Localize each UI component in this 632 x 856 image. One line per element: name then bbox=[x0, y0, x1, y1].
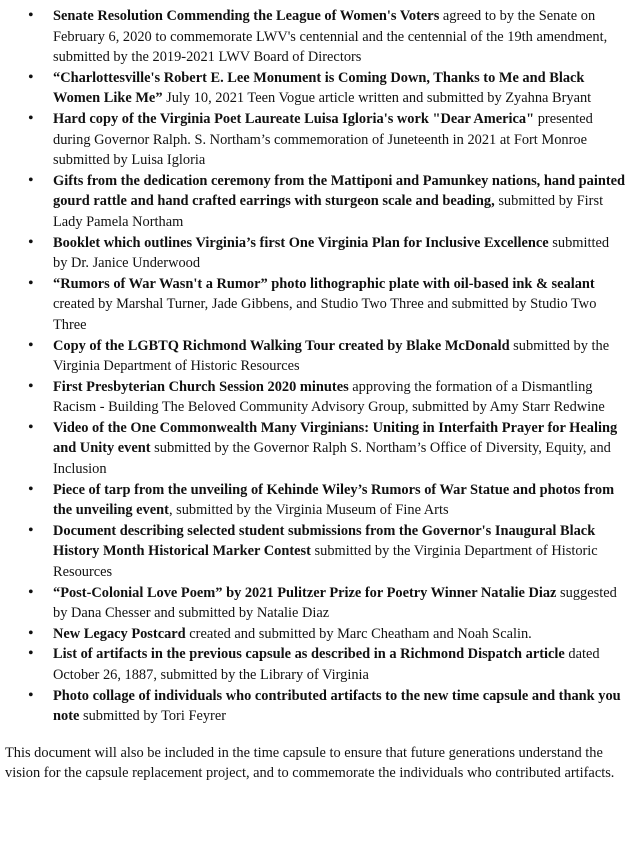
artifact-description: July 10, 2021 Teen Vogue article written and submitted by Zyahna Bryant bbox=[162, 90, 592, 107]
list-item bbox=[0, 6, 632, 68]
artifact-title: First Presbyterian Church Session 2020 minutes bbox=[53, 378, 349, 395]
list-item bbox=[0, 644, 632, 685]
closing-paragraph: This document will also be included in the time capsule to ensure that future generations understand the vision for the capsule replacement project, and to commemorate the individuals who contributed artifacts. bbox=[5, 744, 615, 782]
list-item bbox=[0, 521, 632, 583]
artifact-title: Copy of the LGBTQ Richmond Walking Tour created by Blake McDonald bbox=[53, 337, 510, 354]
bullet-icon: • bbox=[28, 68, 34, 86]
artifact-description: suggested by Dana Chesser and submitted by Natalie Diaz bbox=[53, 584, 617, 622]
artifact-description: submitted by the Virginia Department of Historic Resources bbox=[53, 543, 598, 581]
bullet-icon: • bbox=[28, 109, 34, 127]
artifact-description: submitted by Tori Feyrer bbox=[79, 708, 227, 725]
artifact-title: Video of the One Commonwealth Many Virginians: Uniting in Interfaith Prayer for Healing and Unity event bbox=[53, 419, 618, 457]
bullet-icon: • bbox=[28, 233, 34, 251]
artifact-description: submitted by First Lady Pamela Northam bbox=[53, 193, 604, 230]
artifact-title: “Rumors of War Wasn't a Rumor” photo lithographic plate with oil-based ink & sealant bbox=[53, 275, 595, 292]
artifact-title: Piece of tarp from the unveiling of Kehinde Wiley’s Rumors of War Statue and photos from the unveiling event bbox=[53, 481, 615, 519]
artifact-title: Booklet which outlines Virginia’s first One Virginia Plan for Inclusive Excellence bbox=[53, 234, 549, 251]
artifact-description: submitted by the Governor Ralph S. Northam’s Office of Diversity, Equity, and Inclusion bbox=[53, 440, 611, 478]
artifact-title: New Legacy Postcard bbox=[53, 625, 186, 642]
list-item bbox=[0, 274, 632, 336]
bullet-icon: • bbox=[28, 336, 34, 354]
list-item bbox=[0, 377, 632, 418]
artifact-description: submitted by the Virginia Department of Historic Resources bbox=[53, 337, 610, 375]
artifact-list bbox=[0, 6, 632, 727]
bullet-icon: • bbox=[28, 171, 34, 189]
artifact-description: presented during Governor Ralph. S. Northam’s commemoration of Juneteenth in 2021 at Fort Monroe submitted by Luisa Igloria bbox=[53, 110, 593, 169]
list-item bbox=[0, 68, 632, 109]
artifact-description: approving the formation of a Dismantling Racism - Building The Beloved Community Advisory Group, submitted by Amy Starr Redwine bbox=[53, 378, 605, 416]
artifact-title: Senate Resolution Commending the League of Women's Voters bbox=[53, 8, 440, 24]
artifact-title: Photo collage of individuals who contributed artifacts to the new time capsule and thank you note bbox=[53, 687, 621, 725]
list-item bbox=[0, 233, 632, 274]
bullet-icon: • bbox=[28, 624, 34, 642]
list-item bbox=[0, 171, 632, 233]
document-page bbox=[0, 6, 632, 784]
bullet-icon: • bbox=[28, 583, 34, 601]
bullet-icon: • bbox=[28, 480, 34, 498]
bullet-icon: • bbox=[28, 686, 34, 704]
artifact-description: created by Marshal Turner, Jade Gibbens, and Studio Two Three and submitted by Studio Two Three bbox=[53, 296, 597, 333]
artifact-description: dated October 26, 1887, submitted by the Library of Virginia bbox=[53, 646, 600, 683]
bullet-icon: • bbox=[28, 7, 34, 24]
list-item bbox=[0, 624, 632, 645]
artifact-title: Gifts from the dedication ceremony from the Mattiponi and Pamunkey nations, hand painted gourd rattle and hand crafted earrings with sturgeon scale and beading, bbox=[53, 172, 626, 210]
bullet-icon: • bbox=[28, 521, 34, 539]
artifact-description: created and submitted by Marc Cheatham and Noah Scalin. bbox=[185, 625, 532, 642]
artifact-title: Document describing selected student submissions from the Governor's Inaugural Black History Month Historical Marker Contest bbox=[53, 522, 596, 560]
list-item bbox=[0, 686, 632, 727]
bullet-icon: • bbox=[28, 377, 34, 395]
artifact-description: , submitted by the Virginia Museum of Fine Arts bbox=[168, 502, 449, 519]
bullet-icon: • bbox=[28, 418, 34, 436]
list-item bbox=[0, 583, 632, 624]
artifact-description: submitted by Dr. Janice Underwood bbox=[53, 234, 610, 272]
artifact-description: agreed to by the Senate on February 6, 2020 to commemorate LWV's centennial and the centennial of the 19th amendment, submitted by the 2019-2021 LWV Board of Directors bbox=[53, 8, 608, 66]
artifact-title: “Charlottesville's Robert E. Lee Monument is Coming Down, Thanks to Me and Black Women Like Me” bbox=[53, 69, 585, 107]
bullet-icon: • bbox=[28, 274, 34, 292]
list-item bbox=[0, 418, 632, 480]
artifact-title: List of artifacts in the previous capsule as described in a Richmond Dispatch article bbox=[53, 646, 565, 663]
list-item bbox=[0, 336, 632, 377]
list-item bbox=[0, 109, 632, 171]
list-item bbox=[0, 480, 632, 521]
artifact-title: “Post-Colonial Love Poem” by 2021 Pulitzer Prize for Poetry Winner Natalie Diaz bbox=[53, 584, 557, 601]
artifact-title: Hard copy of the Virginia Poet Laureate Luisa Igloria's work "Dear America" bbox=[53, 110, 535, 127]
bullet-icon: • bbox=[28, 645, 34, 663]
